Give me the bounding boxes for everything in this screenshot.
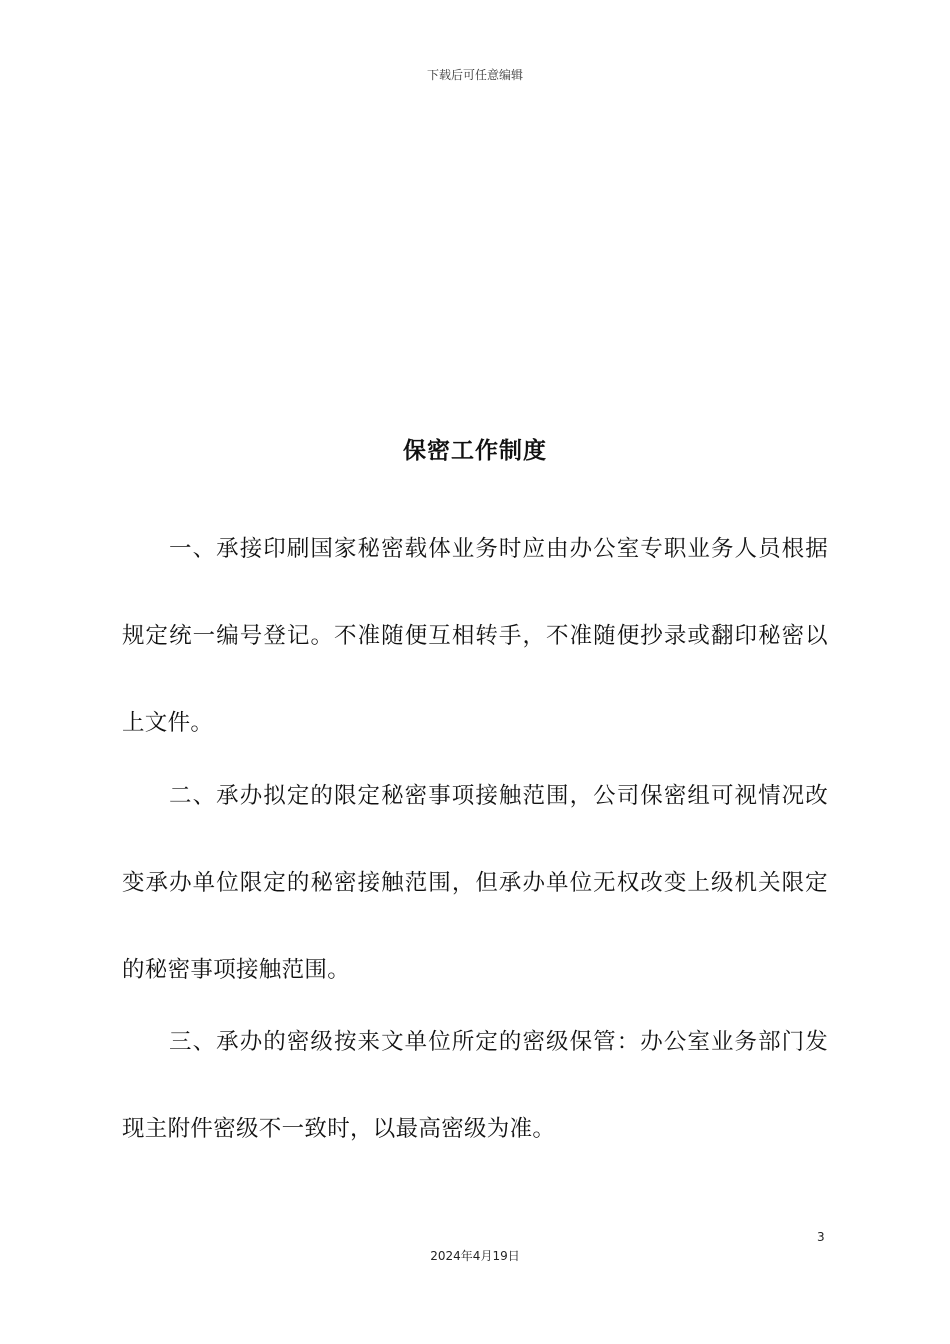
document-title: 保密工作制度 <box>403 438 547 464</box>
page-number: 3 <box>817 1230 825 1244</box>
paragraph-1: 一、承接印刷国家秘密载体业务时应由办公室专职业务人员根据规定统一编号登记。不准随便互相转手，不准随便抄录或翻印秘密以上文件。 <box>122 536 828 736</box>
paragraph-2: 二、承办拟定的限定秘密事项接触范围，公司保密组可视情况改变承办单位限定的秘密接触范围，但承办单位无权改变上级机关限定的秘密事项接触范围。 <box>122 783 828 983</box>
paragraph-3: 三、承办的密级按来文单位所定的密级保管：办公室业务部门发现主附件密级不一致时，以最高密级为准。 <box>122 1029 828 1142</box>
header-note: 下载后可任意编辑 <box>426 68 523 82</box>
footer-date: 2024年4月19日 <box>430 1249 520 1263</box>
